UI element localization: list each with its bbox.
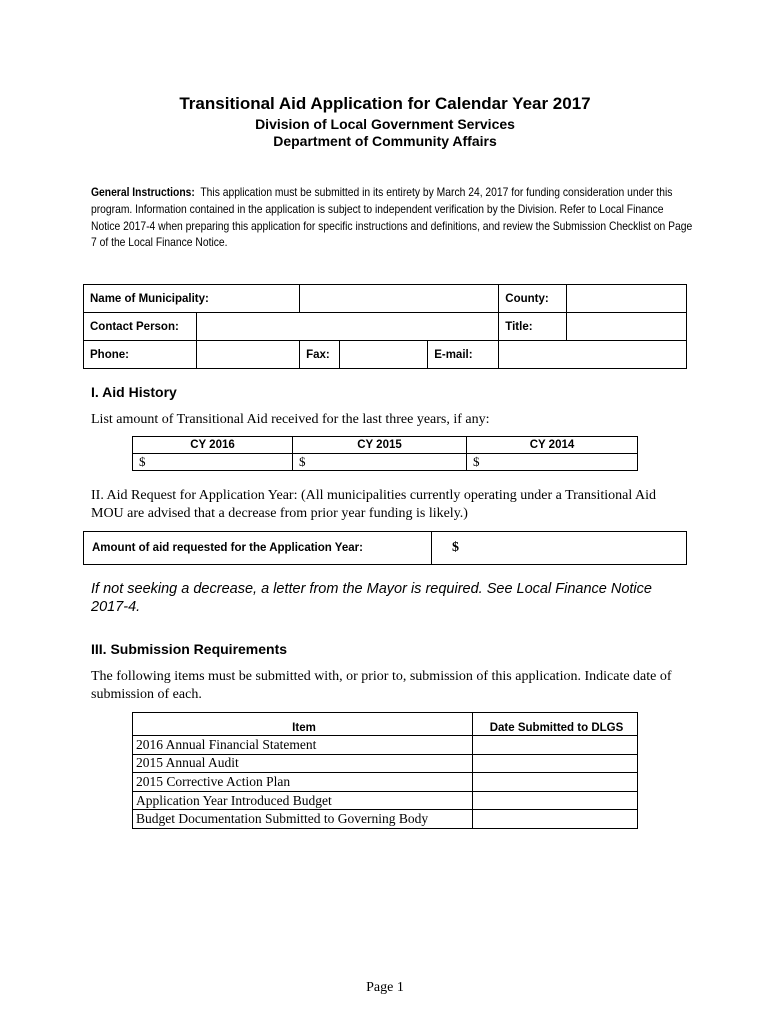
submission-date-field[interactable] <box>473 810 638 829</box>
applicant-info-table <box>83 284 687 369</box>
page-title: Transitional Aid Application for Calendar Year 2017 <box>179 94 591 113</box>
aid-2016-field[interactable]: $ <box>133 454 293 471</box>
title-label: Title: <box>499 313 567 341</box>
aid-col-2014: CY 2014 <box>467 437 638 454</box>
table-row <box>133 754 638 773</box>
aid-request-text: II. Aid Request for Application Year: (All municipalities currently operating under a Transitional Aid MOU are advised that a decrease from prior year funding is likely.) <box>91 488 656 521</box>
page-number: Page 1 <box>366 980 404 995</box>
aid-col-2016: CY 2016 <box>133 437 293 454</box>
submission-date-field[interactable] <box>473 736 638 755</box>
email-label: E-mail: <box>428 341 499 369</box>
amount-requested-field[interactable]: $ <box>432 532 687 565</box>
submission-col-date: Date Submitted to DLGS <box>473 713 638 736</box>
aid-2015-field[interactable]: $ <box>293 454 467 471</box>
submission-col-item: Item <box>133 713 473 736</box>
submission-date-field[interactable] <box>473 791 638 810</box>
fax-label: Fax: <box>300 341 339 369</box>
aid-history-text: List amount of Transitional Aid received for the last three years, if any: <box>91 412 490 427</box>
instructions-text: This application must be submitted in its entirety by March 24, 2017 for funding consideration under this program. Information contained in the application is subject to independent verification by the Division. Refer to Local Finance Notice 2017-4 when preparing this application for specific instructions and definitions, and review the Submission Checklist on Page 7 of the Local Finance Notice. <box>91 185 693 250</box>
department-subtitle: Department of Community Affairs <box>273 133 497 149</box>
mayor-letter-note: If not seeking a decrease, a letter from the Mayor is required. See Local Finance Notice 2017-4. <box>91 581 652 615</box>
email-field[interactable] <box>499 341 687 369</box>
title-field[interactable] <box>567 313 687 341</box>
table-row <box>133 791 638 810</box>
aid-request-table <box>83 531 687 565</box>
submission-item: 2015 Corrective Action Plan <box>133 773 473 792</box>
contact-label: Contact Person: <box>84 313 197 341</box>
section-aid-history-heading: I. Aid History <box>91 384 177 400</box>
submission-date-field[interactable] <box>473 754 638 773</box>
contact-field[interactable] <box>197 313 499 341</box>
submission-item: Application Year Introduced Budget <box>133 791 473 810</box>
submission-text: The following items must be submitted with, or prior to, submission of this application. Indicate date of submission of each. <box>91 669 672 702</box>
phone-label: Phone: <box>84 341 197 369</box>
submission-date-field[interactable] <box>473 773 638 792</box>
municipality-field[interactable] <box>300 285 499 313</box>
aid-2014-field[interactable]: $ <box>467 454 638 471</box>
table-row <box>133 810 638 829</box>
fax-field[interactable] <box>339 341 428 369</box>
division-subtitle: Division of Local Government Services <box>255 116 515 132</box>
section-submission-heading: III. Submission Requirements <box>91 641 288 657</box>
amount-requested-label: Amount of aid requested for the Application Year: <box>84 532 432 565</box>
table-row <box>133 773 638 792</box>
submission-item: 2016 Annual Financial Statement <box>133 736 473 755</box>
aid-col-2015: CY 2015 <box>293 437 467 454</box>
phone-field[interactable] <box>197 341 300 369</box>
table-row <box>133 736 638 755</box>
instructions-label: General Instructions: <box>91 185 195 199</box>
municipality-label: Name of Municipality: <box>84 285 300 313</box>
county-field[interactable] <box>567 285 687 313</box>
submission-item: Budget Documentation Submitted to Governing Body <box>133 810 473 829</box>
submission-table <box>132 712 638 829</box>
submission-item: 2015 Annual Audit <box>133 754 473 773</box>
aid-history-table <box>132 436 638 471</box>
general-instructions <box>91 184 693 251</box>
county-label: County: <box>499 285 567 313</box>
